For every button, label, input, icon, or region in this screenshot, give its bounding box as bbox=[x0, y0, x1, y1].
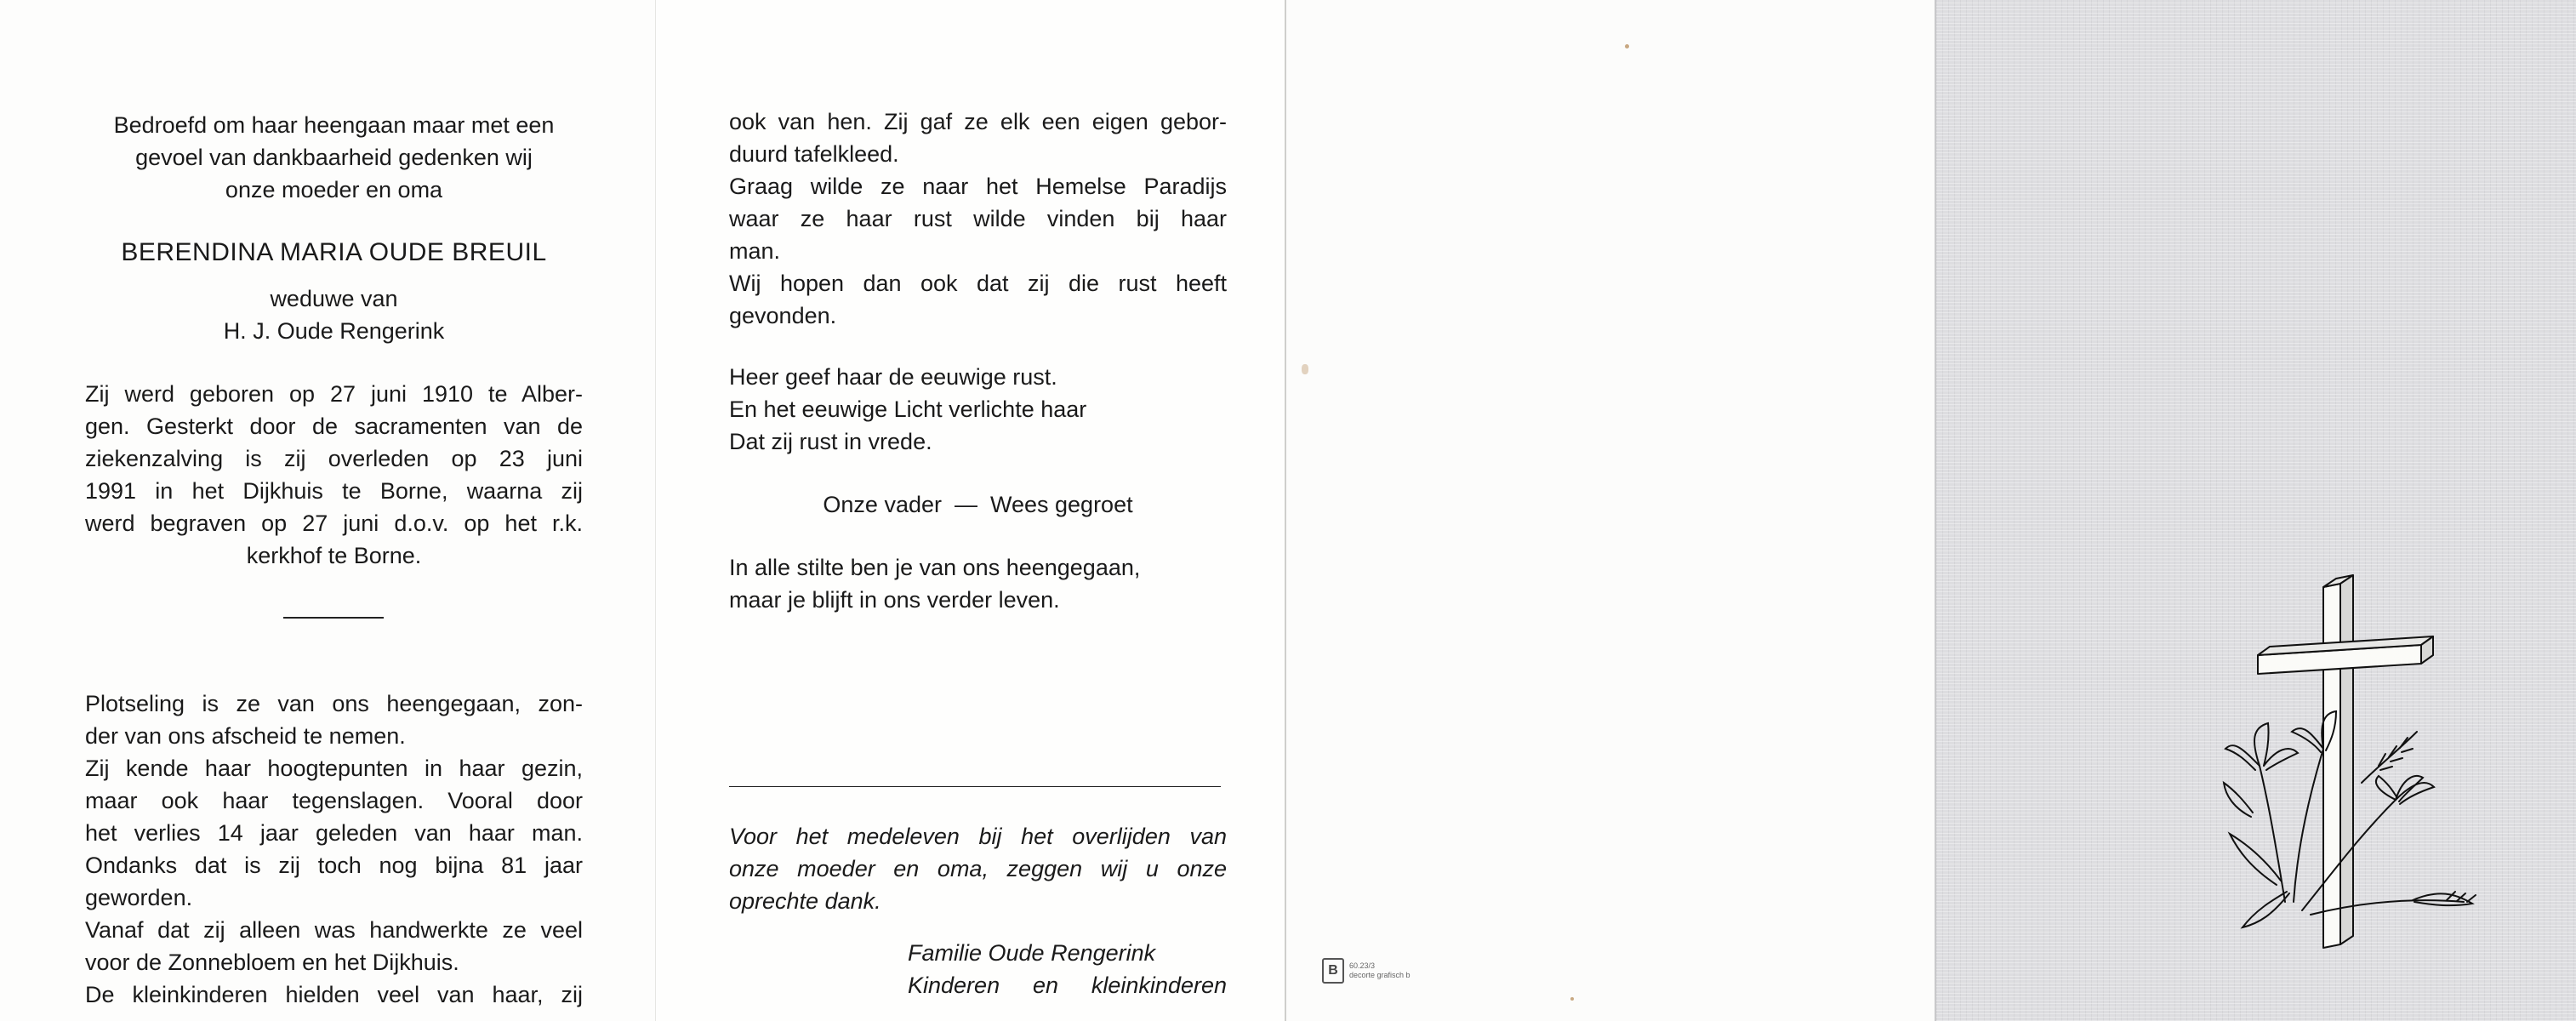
printer-mark: B 60.23/3 decorte grafisch b bbox=[1322, 958, 1411, 984]
closing-verse: In alle stilte ben je van ons heengegaan, maar je blijft in ons verder leven. bbox=[729, 555, 1141, 613]
divider-long bbox=[729, 786, 1221, 787]
prayer-text: Heer geef haar de eeuwige rust. En het eeuwige Licht verlichte haar Dat zij rust in vrede. bbox=[729, 364, 1087, 454]
card-panel-middle bbox=[655, 0, 1285, 1021]
deceased-name: BERENDINA MARIA OUDE BREUIL bbox=[121, 238, 547, 266]
paper-speck bbox=[1625, 44, 1629, 48]
life-story-continued: ook van hen. Zij gaf ze elk een eigen gebor- duurd tafelkleed. Graag wilde ze naar het Hemelse Paradijs waar ze haar rust wilde vinden bij haar man. Wij hopen dan ook dat zij die rust heeft gevonden. bbox=[729, 109, 1227, 328]
intro-text: Bedroefd om haar heengaan maar met een gevoel van dankbaarheid gedenken wij onze moeder en oma bbox=[113, 112, 555, 202]
prayers-line: Onze vader — Wees gegroet bbox=[823, 492, 1133, 517]
family-signature: Familie Oude Rengerink Kinderen en kleinkinderen bbox=[908, 940, 1227, 998]
card-panel-left bbox=[0, 0, 655, 1021]
card-panel-blank bbox=[1285, 0, 1935, 1021]
biography-text: Zij werd geboren op 27 juni 1910 te Alber- gen. Gesterkt door de sacramenten van de ziekenzalving is zij overleden op 23 juni 1991 in het Dijkhuis te Borne, waarna zij werd begraven op 27 juni d.o.v. op het r.k. kerkhof te Borne. bbox=[85, 381, 583, 568]
card-panel-cover bbox=[1935, 0, 2576, 1021]
printer-logo-icon: B bbox=[1322, 958, 1344, 984]
divider-short bbox=[283, 617, 384, 619]
widow-of-text: weduwe van H. J. Oude Rengerink bbox=[223, 286, 445, 344]
life-story-text: Plotseling is ze van ons heengegaan, zon- der van ons afscheid te nemen. Zij kende haar hoogtepunten in haar gezin, maar ook haar tegenslagen. Vooral door het verlies 14 jaar geleden van haar man. Ondanks dat is zij toch nog bijna 81 jaar geworden. Vanaf dat zij alleen was handwerkte ze veel voor de Zonnebloem en het Dijkhuis. De kleinkinderen hielden veel van haar, zij bbox=[85, 691, 583, 1007]
cross-with-lilies-icon bbox=[1936, 0, 2576, 1021]
paper-speck bbox=[1570, 997, 1574, 1001]
thank-you-text: Voor het medeleven bij het overlijden van onze moeder en oma, zeggen wij u onze oprechte dank. bbox=[729, 824, 1227, 914]
paper-speck bbox=[1302, 364, 1308, 374]
